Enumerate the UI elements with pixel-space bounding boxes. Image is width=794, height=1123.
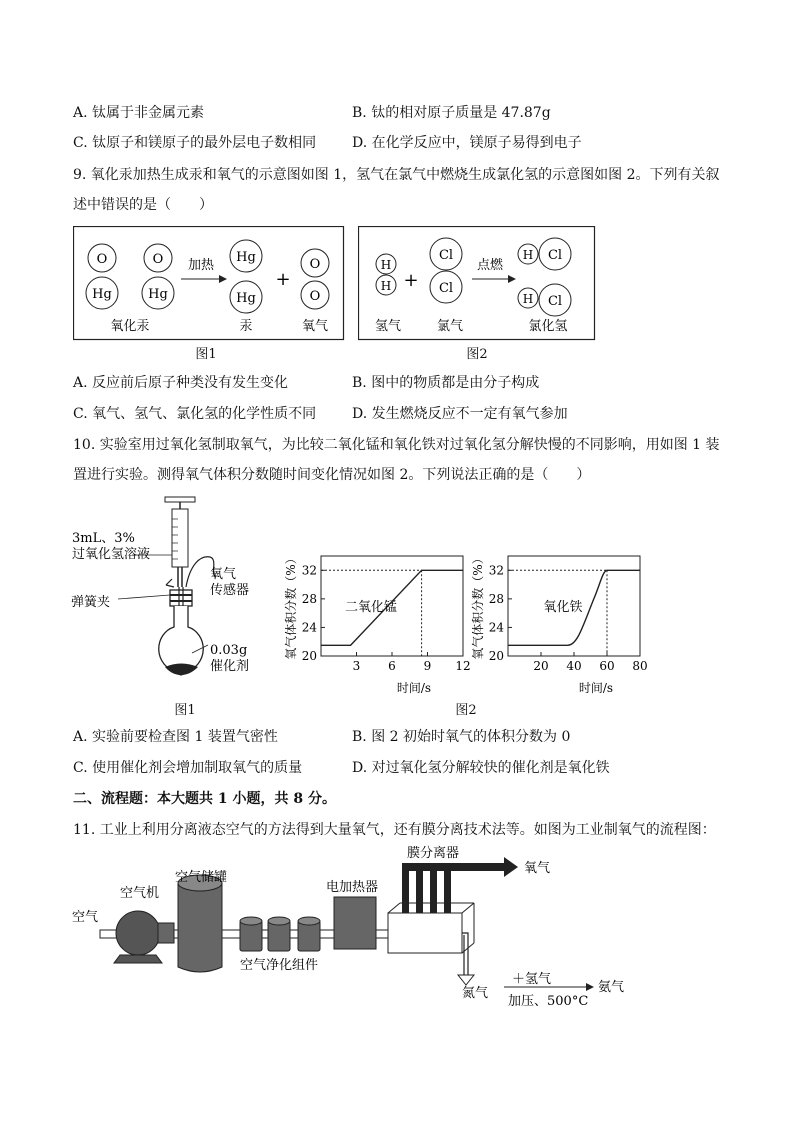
q10-option-a: A. 实验前要检查图 1 装置气密性	[73, 729, 278, 745]
compressor-label: 空气机	[120, 886, 160, 901]
x-tick-label: 20	[533, 659, 549, 673]
label-mercury-oxide: 氧化汞	[110, 319, 150, 334]
ammonia-label: 氨气	[598, 980, 625, 995]
arrow-icon	[504, 857, 518, 877]
purifier-label: 空气净化组件	[240, 958, 319, 973]
catalyst-label-2: 催化剂	[210, 659, 250, 674]
q9-figure-2	[358, 226, 596, 341]
svg-text:+: +	[403, 270, 419, 291]
label-mercury: 汞	[239, 319, 253, 334]
q10-apparatus	[70, 495, 270, 695]
solution-label-1: 3mL、3%	[72, 531, 135, 546]
clamp-label: 弹簧夹	[70, 595, 110, 610]
rubber-stopper	[170, 590, 192, 606]
svg-text:H: H	[380, 279, 392, 293]
svg-text:+: +	[275, 269, 291, 290]
q9-figure-1	[73, 226, 345, 341]
y-tick-label: 20	[301, 649, 317, 663]
arrow-icon	[219, 275, 227, 283]
svg-text:O: O	[152, 252, 164, 267]
q9-option-c: C. 氧气、氢气、氯化氢的化学性质不同	[73, 406, 317, 422]
y-axis-label: 氧气体积分数（%）	[284, 552, 298, 660]
q10-stem-line1: 10. 实验室用过氧化氢制取氧气，为比较二氧化锰和氧化铁对过氧化氢分解快慢的不同影响，用如图 1 装	[73, 437, 720, 453]
x-tick-label: 3	[352, 659, 361, 673]
x-tick-label: 9	[423, 659, 432, 673]
arrow-icon	[458, 975, 474, 985]
svg-text:H: H	[522, 292, 534, 306]
q10-figure-1-caption: 图1	[174, 703, 196, 718]
svg-text:O: O	[309, 257, 321, 272]
x-tick-label: 80	[632, 659, 648, 673]
catalyst-label-1: 0.03g	[210, 643, 248, 658]
x-tick-label: 12	[455, 659, 471, 673]
x-tick-label: 40	[566, 659, 582, 673]
q11-flow-diagram	[70, 845, 670, 1015]
svg-text:H: H	[522, 248, 534, 262]
svg-text:Cl: Cl	[547, 294, 563, 309]
q10-figure-2-caption: 图2	[455, 703, 477, 718]
arrow-label: 点燃	[476, 258, 504, 273]
y-axis-label: 氧气体积分数（%）	[471, 552, 485, 660]
syringe-plunger-handle	[165, 497, 195, 502]
arrow-label: 加热	[187, 258, 215, 273]
svg-text:Cl: Cl	[547, 248, 563, 263]
svg-text:O: O	[309, 289, 321, 304]
x-tick-label: 60	[599, 659, 615, 673]
q9-figure-2-caption: 图2	[466, 347, 488, 362]
y-tick-label: 32	[488, 563, 504, 578]
plus-hydrogen-label: ＋氢气	[512, 972, 552, 987]
label-hydrogen-chloride: 氯化氢	[528, 319, 568, 334]
svg-text:Hg: Hg	[236, 291, 256, 306]
q10-chart-manganese-dioxide	[283, 538, 473, 698]
y-tick-label: 28	[301, 591, 317, 606]
label-oxygen: 氧气	[301, 319, 329, 334]
q9-stem-line1: 9. 氧化汞加热生成汞和氧气的示意图如图 1，氢气在氯气中燃烧生成氯化氢的示意图如图 2。下列有关叙	[73, 167, 720, 183]
q8-option-d: D. 在化学反应中，镁原子易得到电子	[352, 135, 582, 151]
y-tick-label: 20	[488, 649, 504, 663]
svg-text:Cl: Cl	[438, 281, 454, 296]
y-tick-label: 24	[301, 620, 317, 635]
arrow-icon	[508, 275, 516, 283]
svg-text:Cl: Cl	[438, 248, 454, 263]
solution-label-2: 过氧化氢溶液	[72, 547, 151, 562]
q9-option-d: D. 发生燃烧反应不一定有氧气参加	[352, 406, 568, 422]
arrow-icon	[586, 983, 594, 991]
x-axis-label: 时间/s	[578, 681, 614, 695]
q9-stem-line2: 述中错误的是（ ）	[73, 197, 213, 213]
section-2-heading: 二、流程题：本大题共 1 小题，共 8 分。	[73, 791, 336, 807]
air-compressor	[116, 911, 160, 955]
y-tick-label: 24	[488, 620, 504, 635]
electric-heater	[334, 897, 376, 949]
tank-label: 空气储罐	[175, 870, 228, 885]
q11-stem: 11. 工业上利用分离液态空气的方法得到大量氧气，还有膜分离技术法等。如图为工业制氧气的流程图：	[73, 822, 716, 838]
sensor-label-2: 传感器	[210, 583, 250, 598]
svg-text:H: H	[380, 258, 392, 272]
label-hydrogen: 氢气	[374, 319, 402, 334]
q8-option-b: B. 钛的相对原子质量是 47.87g	[352, 105, 551, 121]
svg-text:O: O	[96, 252, 108, 267]
y-tick-label: 28	[488, 591, 504, 606]
series-label: 氧化铁	[543, 600, 583, 615]
heater-label: 电加热器	[326, 880, 379, 895]
svg-text:Hg: Hg	[236, 250, 256, 265]
series-label: 二氧化锰	[344, 600, 398, 615]
membrane-separator	[388, 913, 462, 953]
nitrogen-label: 氮气	[462, 986, 489, 1001]
svg-text:Hg: Hg	[92, 287, 112, 302]
q10-option-c: C. 使用催化剂会增加制取氧气的质量	[73, 760, 303, 776]
y-tick-label: 32	[301, 563, 317, 578]
q9-option-a: A. 反应前后原子种类没有发生变化	[73, 375, 289, 391]
q8-option-a: A. 钛属于非金属元素	[73, 105, 205, 121]
q10-stem-line2: 置进行实验。测得氧气体积分数随时间变化情况如图 2。下列说法正确的是（ ）	[73, 467, 591, 483]
q9-option-b: B. 图中的物质都是由分子构成	[352, 375, 540, 391]
x-axis-label: 时间/s	[396, 681, 432, 695]
membrane-label: 膜分离器	[407, 846, 460, 861]
syringe-barrel	[172, 509, 188, 567]
q10-option-b: B. 图 2 初始时氧气的体积分数为 0	[352, 729, 571, 745]
q8-option-c: C. 钛原子和镁原子的最外层电子数相同	[73, 135, 317, 151]
q9-figure-1-caption: 图1	[195, 347, 217, 362]
oxygen-label: 氧气	[524, 861, 551, 876]
sensor-label-1: 氧气	[210, 567, 237, 582]
label-chlorine: 氯气	[436, 319, 464, 334]
svg-text:Hg: Hg	[148, 287, 168, 302]
conditions-label: 加压、500°C	[508, 994, 589, 1009]
air-label: 空气	[72, 910, 99, 925]
q10-option-d: D. 对过氧化氢分解较快的催化剂是氧化铁	[352, 760, 610, 776]
oxygen-outlet-pipe	[402, 863, 506, 871]
q10-chart-iron-oxide	[470, 538, 650, 698]
x-tick-label: 6	[388, 659, 396, 673]
